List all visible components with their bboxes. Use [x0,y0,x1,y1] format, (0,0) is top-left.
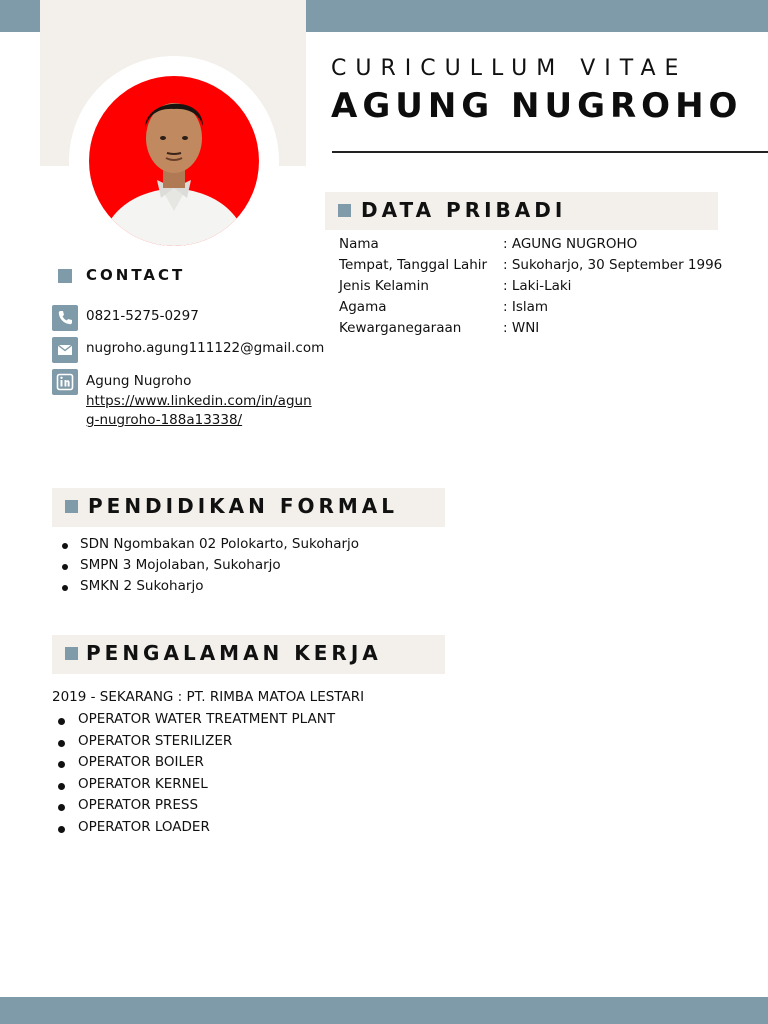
name-divider [332,151,768,153]
personal-value: : AGUNG NUGROHO [503,236,638,252]
personal-label: Tempat, Tanggal Lahir [339,257,488,273]
bottom-accent-bar [0,997,768,1024]
experience-item: OPERATOR BOILER [78,754,204,771]
education-list [52,536,359,599]
list-item [52,819,335,841]
personal-label: Agama [339,299,387,315]
experience-header [52,635,445,674]
bullet-icon [58,783,65,790]
section-marker-icon [65,500,78,513]
personal-label: Jenis Kelamin [339,278,429,294]
education-item: SMKN 2 Sukoharjo [80,578,204,594]
list-item [52,776,335,798]
personal-value: : Sukoharjo, 30 September 1996 [503,257,723,273]
education-item: SDN Ngombakan 02 Polokarto, Sukoharjo [80,536,360,552]
experience-item: OPERATOR LOADER [78,818,210,835]
experience-heading: PENGALAMAN KERJA [86,641,382,665]
section-marker-icon [65,647,78,660]
education-header [52,488,445,527]
personal-data-header [325,192,718,230]
list-item [52,536,359,557]
personal-value: : Laki-Laki [503,278,572,294]
bullet-icon [62,585,68,591]
experience-item: OPERATOR PRESS [78,797,199,814]
linkedin-name: Agung Nugroho [86,373,192,389]
experience-list [52,711,335,841]
experience-item: OPERATOR WATER TREATMENT PLANT [78,711,336,727]
linkedin-icon [52,369,78,395]
profile-photo-figure [89,76,259,246]
personal-value: : WNI [503,320,540,336]
cv-title: CURICULLUM VITAE [331,56,688,81]
bullet-icon [58,718,65,725]
bullet-icon [62,564,68,570]
profile-photo [89,76,259,246]
bullet-icon [58,761,65,768]
list-item [52,754,335,776]
personal-label: Kewarganegaraan [339,320,462,336]
candidate-name: AGUNG NUGROHO [331,86,743,126]
experience-item: OPERATOR STERILIZER [78,732,233,749]
list-item [52,711,335,733]
education-item: SMPN 3 Mojolaban, Sukoharjo [80,557,281,573]
work-period: 2019 - SEKARANG : PT. RIMBA MATOA LESTARI [52,689,365,705]
personal-value: : Islam [503,299,549,315]
education-heading: PENDIDIKAN FORMAL [88,494,399,518]
phone-number[interactable]: 0821-5275-0297 [86,308,199,324]
list-item [52,733,335,755]
list-item [52,557,359,578]
personal-data-heading: DATA PRIBADI [361,198,567,222]
linkedin-url-link[interactable]: https://www.linkedin.com/in/agung-nugroho-188a13338/ [86,393,312,428]
list-item [52,578,359,599]
experience-item: OPERATOR KERNEL [78,775,208,792]
section-marker-icon [338,204,351,217]
mail-icon [52,337,78,363]
bullet-icon [58,826,65,833]
list-item [52,797,335,819]
bullet-icon [58,804,65,811]
personal-label: Nama [339,236,379,252]
section-marker-icon [58,269,72,283]
bullet-icon [62,543,68,549]
phone-icon [52,305,78,331]
email-address[interactable]: nugroho.agung111122@gmail.com [86,340,325,356]
contact-heading: CONTACT [86,266,186,284]
bullet-icon [58,740,65,747]
